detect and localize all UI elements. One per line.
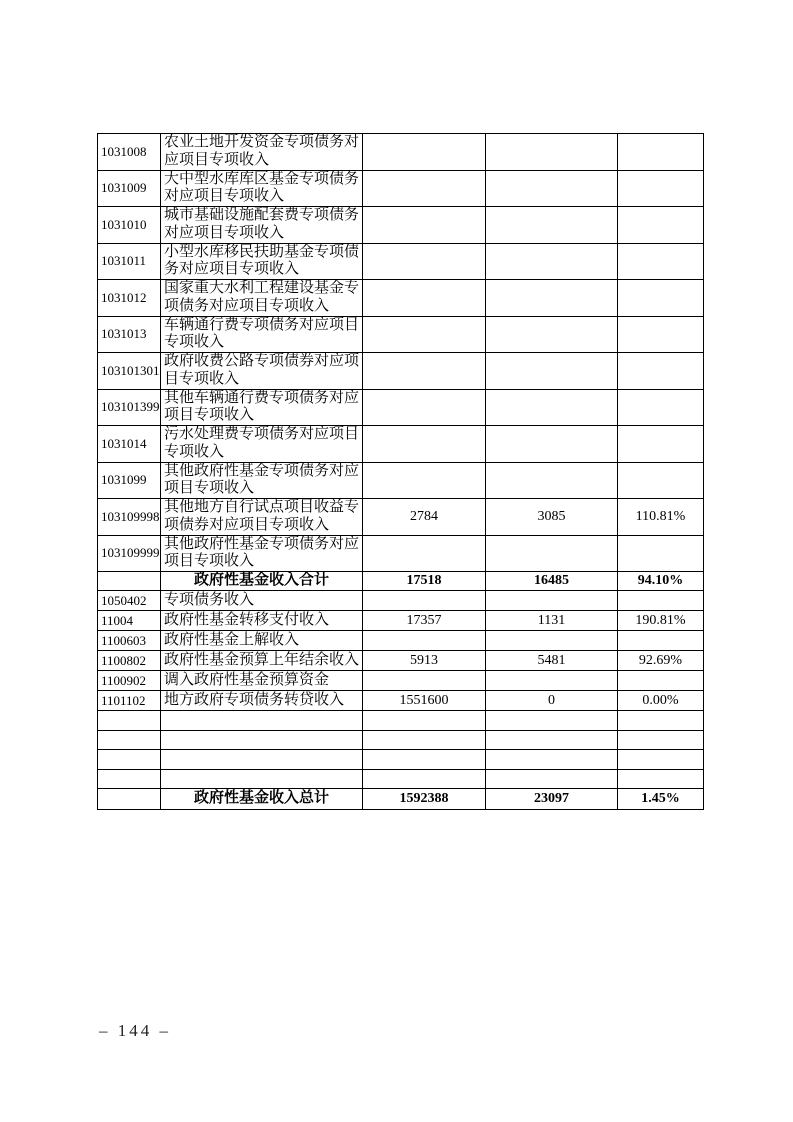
row-code-cell: 11004 bbox=[98, 611, 161, 631]
row-name-cell: 政府收费公路专项债券对应项目专项收入 bbox=[161, 353, 363, 390]
table-row bbox=[98, 316, 704, 353]
row-value1-cell bbox=[363, 750, 486, 770]
row-code-cell: 1031013 bbox=[98, 316, 161, 353]
row-value2-cell bbox=[486, 207, 618, 244]
table-row bbox=[98, 611, 704, 631]
row-code-cell bbox=[98, 750, 161, 770]
table-row bbox=[98, 499, 704, 536]
row-value2-cell bbox=[486, 353, 618, 390]
row-value1-cell bbox=[363, 591, 486, 611]
row-value1-cell: 1592388 bbox=[363, 789, 486, 810]
row-value2-cell bbox=[486, 462, 618, 499]
row-code-cell: 1031009 bbox=[98, 170, 161, 207]
row-name-cell: 政府性基金收入合计 bbox=[161, 572, 363, 591]
row-code-cell: 103109998 bbox=[98, 499, 161, 536]
row-value2-cell: 3085 bbox=[486, 499, 618, 536]
row-value1-cell bbox=[363, 170, 486, 207]
row-value2-cell bbox=[486, 535, 618, 572]
row-percent-cell bbox=[618, 243, 704, 280]
row-name-cell: 车辆通行费专项债务对应项目专项收入 bbox=[161, 316, 363, 353]
table-row bbox=[98, 591, 704, 611]
table-row bbox=[98, 353, 704, 390]
table-row bbox=[98, 134, 704, 171]
table-row bbox=[98, 631, 704, 651]
row-value1-cell: 1551600 bbox=[363, 691, 486, 711]
table-row bbox=[98, 651, 704, 671]
row-value1-cell bbox=[363, 316, 486, 353]
row-value2-cell bbox=[486, 671, 618, 691]
row-value1-cell bbox=[363, 535, 486, 572]
row-name-cell: 小型水库移民扶助基金专项债务对应项目专项收入 bbox=[161, 243, 363, 280]
row-value1-cell bbox=[363, 730, 486, 750]
row-value1-cell bbox=[363, 711, 486, 731]
table-row bbox=[98, 462, 704, 499]
row-value1-cell bbox=[363, 243, 486, 280]
row-code-cell: 1031012 bbox=[98, 280, 161, 317]
row-percent-cell bbox=[618, 170, 704, 207]
row-value1-cell: 2784 bbox=[363, 499, 486, 536]
row-value2-cell bbox=[486, 730, 618, 750]
table-row bbox=[98, 207, 704, 244]
row-percent-cell bbox=[618, 535, 704, 572]
row-percent-cell bbox=[618, 730, 704, 750]
table-row bbox=[98, 730, 704, 750]
row-code-cell bbox=[98, 769, 161, 789]
row-code-cell: 103101399 bbox=[98, 389, 161, 426]
row-value2-cell bbox=[486, 711, 618, 731]
row-percent-cell: 1.45% bbox=[618, 789, 704, 810]
row-value2-cell bbox=[486, 426, 618, 463]
row-value1-cell bbox=[363, 426, 486, 463]
row-value2-cell bbox=[486, 316, 618, 353]
row-value1-cell bbox=[363, 207, 486, 244]
row-code-cell: 103101301 bbox=[98, 353, 161, 390]
row-value1-cell bbox=[363, 134, 486, 171]
row-name-cell: 政府性基金预算上年结余收入 bbox=[161, 651, 363, 671]
row-value2-cell bbox=[486, 631, 618, 651]
row-code-cell: 1100802 bbox=[98, 651, 161, 671]
row-value2-cell bbox=[486, 170, 618, 207]
row-value2-cell: 16485 bbox=[486, 572, 618, 591]
table-row bbox=[98, 750, 704, 770]
row-code-cell bbox=[98, 789, 161, 810]
row-percent-cell bbox=[618, 426, 704, 463]
row-percent-cell bbox=[618, 207, 704, 244]
row-value2-cell: 23097 bbox=[486, 789, 618, 810]
row-code-cell: 103109999 bbox=[98, 535, 161, 572]
row-name-cell: 城市基础设施配套费专项债务对应项目专项收入 bbox=[161, 207, 363, 244]
row-name-cell: 国家重大水利工程建设基金专项债务对应项目专项收入 bbox=[161, 280, 363, 317]
row-percent-cell: 92.69% bbox=[618, 651, 704, 671]
row-code-cell bbox=[98, 711, 161, 731]
row-name-cell: 调入政府性基金预算资金 bbox=[161, 671, 363, 691]
row-name-cell: 污水处理费专项债务对应项目专项收入 bbox=[161, 426, 363, 463]
table-row bbox=[98, 572, 704, 591]
row-value1-cell bbox=[363, 769, 486, 789]
table-body bbox=[98, 134, 704, 810]
row-code-cell: 1031008 bbox=[98, 134, 161, 171]
page-number: – 144 – bbox=[99, 1021, 171, 1040]
row-percent-cell bbox=[618, 316, 704, 353]
row-percent-cell bbox=[618, 280, 704, 317]
row-percent-cell bbox=[618, 711, 704, 731]
table-row bbox=[98, 671, 704, 691]
row-value2-cell bbox=[486, 134, 618, 171]
row-percent-cell bbox=[618, 591, 704, 611]
row-name-cell bbox=[161, 750, 363, 770]
row-percent-cell bbox=[618, 750, 704, 770]
row-name-cell: 政府性基金上解收入 bbox=[161, 631, 363, 651]
row-name-cell: 政府性基金收入总计 bbox=[161, 789, 363, 810]
row-name-cell: 政府性基金转移支付收入 bbox=[161, 611, 363, 631]
row-value2-cell: 1131 bbox=[486, 611, 618, 631]
row-code-cell: 1101102 bbox=[98, 691, 161, 711]
table-row bbox=[98, 426, 704, 463]
row-code-cell: 1031099 bbox=[98, 462, 161, 499]
row-value1-cell bbox=[363, 280, 486, 317]
row-code-cell: 1031010 bbox=[98, 207, 161, 244]
row-value1-cell bbox=[363, 389, 486, 426]
row-percent-cell bbox=[618, 389, 704, 426]
row-name-cell: 专项债务收入 bbox=[161, 591, 363, 611]
row-name-cell: 其他政府性基金专项债务对应项目专项收入 bbox=[161, 462, 363, 499]
table-row bbox=[98, 170, 704, 207]
row-code-cell: 1050402 bbox=[98, 591, 161, 611]
row-value1-cell: 17357 bbox=[363, 611, 486, 631]
table-row bbox=[98, 243, 704, 280]
row-value2-cell bbox=[486, 750, 618, 770]
row-value1-cell bbox=[363, 353, 486, 390]
row-percent-cell bbox=[618, 462, 704, 499]
table-row bbox=[98, 280, 704, 317]
row-value1-cell bbox=[363, 462, 486, 499]
table-row bbox=[98, 789, 704, 810]
row-name-cell bbox=[161, 711, 363, 731]
row-value2-cell bbox=[486, 243, 618, 280]
table-row bbox=[98, 389, 704, 426]
row-code-cell: 1100603 bbox=[98, 631, 161, 651]
row-name-cell: 其他政府性基金专项债务对应项目专项收入 bbox=[161, 535, 363, 572]
row-name-cell: 大中型水库库区基金专项债务对应项目专项收入 bbox=[161, 170, 363, 207]
row-value2-cell bbox=[486, 769, 618, 789]
row-code-cell bbox=[98, 730, 161, 750]
row-value1-cell: 5913 bbox=[363, 651, 486, 671]
row-value2-cell bbox=[486, 280, 618, 317]
row-name-cell: 地方政府专项债务转贷收入 bbox=[161, 691, 363, 711]
budget-table bbox=[97, 133, 704, 810]
row-value1-cell: 17518 bbox=[363, 572, 486, 591]
row-name-cell: 其他地方自行试点项目收益专项债券对应项目专项收入 bbox=[161, 499, 363, 536]
row-value1-cell bbox=[363, 671, 486, 691]
table-row bbox=[98, 691, 704, 711]
row-percent-cell bbox=[618, 353, 704, 390]
row-name-cell bbox=[161, 769, 363, 789]
row-name-cell: 农业土地开发资金专项债务对应项目专项收入 bbox=[161, 134, 363, 171]
row-code-cell: 1100902 bbox=[98, 671, 161, 691]
row-value2-cell: 0 bbox=[486, 691, 618, 711]
row-value2-cell: 5481 bbox=[486, 651, 618, 671]
row-value2-cell bbox=[486, 389, 618, 426]
row-value1-cell bbox=[363, 631, 486, 651]
table-row bbox=[98, 711, 704, 731]
row-code-cell: 1031011 bbox=[98, 243, 161, 280]
row-percent-cell bbox=[618, 671, 704, 691]
row-percent-cell bbox=[618, 134, 704, 171]
table-row bbox=[98, 769, 704, 789]
row-name-cell bbox=[161, 730, 363, 750]
row-value2-cell bbox=[486, 591, 618, 611]
row-code-cell: 1031014 bbox=[98, 426, 161, 463]
row-name-cell: 其他车辆通行费专项债务对应项目专项收入 bbox=[161, 389, 363, 426]
row-percent-cell bbox=[618, 769, 704, 789]
row-code-cell bbox=[98, 572, 161, 591]
table-row bbox=[98, 535, 704, 572]
row-percent-cell: 0.00% bbox=[618, 691, 704, 711]
row-percent-cell: 110.81% bbox=[618, 499, 704, 536]
row-percent-cell bbox=[618, 631, 704, 651]
row-percent-cell: 190.81% bbox=[618, 611, 704, 631]
row-percent-cell: 94.10% bbox=[618, 572, 704, 591]
